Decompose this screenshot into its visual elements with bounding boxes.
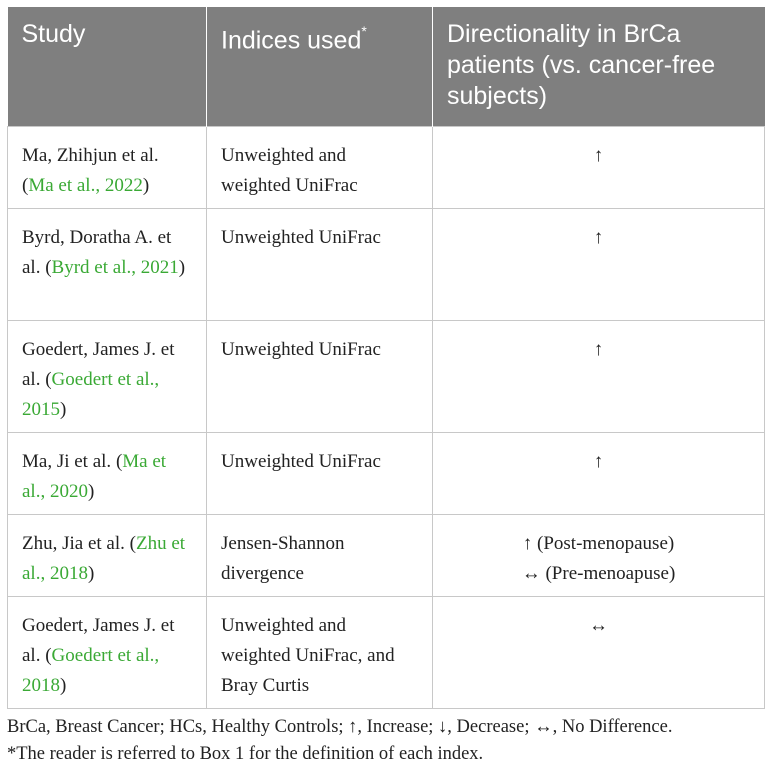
study-paren-open: ( xyxy=(22,175,29,196)
study-paren-open: ( xyxy=(129,533,136,554)
direction-cell xyxy=(433,597,765,709)
study-reference-link[interactable]: Goedert et al., 2015 xyxy=(22,369,160,420)
table-row xyxy=(8,321,765,433)
indices-text: Jensen-Shannon divergence xyxy=(221,533,345,584)
indices-text: Unweighted UniFrac xyxy=(221,451,381,472)
direction-cell xyxy=(433,127,765,209)
study-cell xyxy=(8,433,207,515)
study-paren-close: ) xyxy=(87,481,95,502)
study-cell xyxy=(8,515,207,597)
study-author: Zhu, Jia et al. xyxy=(22,533,125,554)
header-study-label: Study xyxy=(21,20,86,48)
table-row xyxy=(8,597,765,709)
header-indices-marker: * xyxy=(361,23,367,39)
indices-text: Unweighted UniFrac xyxy=(221,227,381,248)
study-table xyxy=(7,7,765,709)
direction-primary: ↑ xyxy=(593,451,604,472)
study-author: Goedert, James J. et al. xyxy=(22,339,175,390)
study-reference-link[interactable]: Byrd et al., 2021 xyxy=(51,257,179,278)
study-paren-open: ( xyxy=(45,645,52,666)
abbreviations-footnote: BrCa, Breast Cancer; HCs, Healthy Controls; ↑, Increase; ↓, Decrease; ↔, No Difference. xyxy=(7,717,673,737)
study-paren-close: ) xyxy=(60,675,67,696)
direction-primary: ↑ xyxy=(593,339,604,360)
header-directionality xyxy=(433,7,765,127)
table-row xyxy=(8,433,765,515)
study-cell xyxy=(8,597,207,709)
direction-cell xyxy=(433,515,765,597)
table-row xyxy=(8,127,765,209)
study-reference-link[interactable]: Ma et al., 2022 xyxy=(28,175,143,196)
header-row xyxy=(8,7,765,127)
header-study xyxy=(8,7,207,127)
study-cell xyxy=(8,127,207,209)
asterisk-footnote: *The reader is referred to Box 1 for the definition of each index. xyxy=(7,744,484,764)
table-footnotes xyxy=(7,714,767,768)
table-row xyxy=(8,209,765,321)
study-reference-link[interactable]: Goedert et al., 2018 xyxy=(22,645,160,696)
indices-cell xyxy=(207,433,433,515)
study-reference-link[interactable]: Ma et al., 2020 xyxy=(22,451,167,502)
study-cell xyxy=(8,209,207,321)
table-row xyxy=(8,515,765,597)
table-header xyxy=(8,7,765,127)
direction-primary: ↔ xyxy=(589,615,608,636)
study-author: Byrd, Doratha A. et al. xyxy=(22,227,172,278)
study-author: Ma, Zhihjun et al. xyxy=(22,145,159,166)
study-paren-open: ( xyxy=(45,369,52,390)
direction-cell xyxy=(433,433,765,515)
table-body xyxy=(8,127,765,709)
indices-text: Unweighted UniFrac xyxy=(221,339,381,360)
study-paren-close: ) xyxy=(142,175,150,196)
direction-cell xyxy=(433,321,765,433)
study-reference-link[interactable]: Zhu et al., 2018 xyxy=(22,533,186,584)
indices-cell xyxy=(207,515,433,597)
indices-cell xyxy=(207,321,433,433)
indices-cell xyxy=(207,209,433,321)
study-paren-open: ( xyxy=(115,451,123,472)
study-table-container xyxy=(7,7,764,709)
study-author: Ma, Ji et al. xyxy=(22,451,112,472)
direction-cell xyxy=(433,209,765,321)
study-paren-open: ( xyxy=(45,257,52,278)
indices-text: Unweighted and weighted UniFrac xyxy=(221,145,358,196)
indices-text: Unweighted and weighted UniFrac, and Bray Curtis xyxy=(221,615,395,696)
direction-primary: ↑ xyxy=(593,227,604,248)
direction-secondary: ↔ (Pre-menoapuse) xyxy=(521,563,676,584)
header-indices xyxy=(207,7,433,127)
study-cell xyxy=(8,321,207,433)
indices-cell xyxy=(207,597,433,709)
header-directionality-label: Directionality in BrCa patients (vs. cancer-free subjects) xyxy=(447,20,716,110)
study-author: Goedert, James J. et al. xyxy=(22,615,175,666)
study-paren-close: ) xyxy=(87,563,95,584)
study-paren-close: ) xyxy=(60,399,67,420)
header-indices-label: Indices used xyxy=(221,26,362,55)
direction-primary: ↑ xyxy=(593,145,604,166)
indices-cell xyxy=(207,127,433,209)
study-paren-close: ) xyxy=(178,257,186,278)
direction-primary: ↑ (Post-menopause) xyxy=(522,533,675,554)
